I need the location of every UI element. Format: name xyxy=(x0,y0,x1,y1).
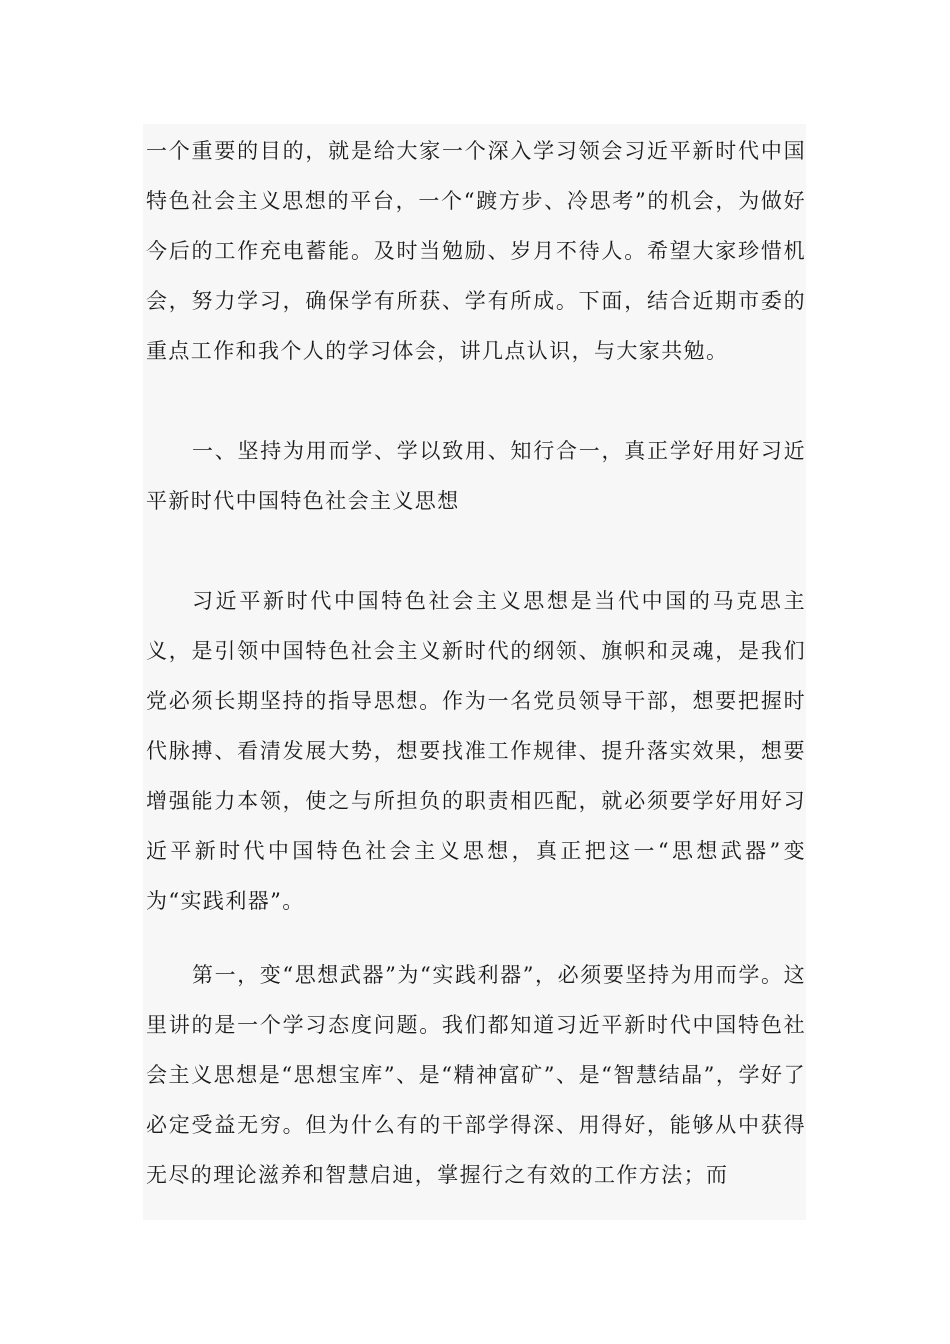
text-block xyxy=(143,124,806,1220)
paragraph-first-point: 第一，变“思想武器”为“实践利器”，必须要坚持为用而学。这里讲的是一个学习态度问题。我们都知道习近平新时代中国特色社会主义思想是“思想宝库”、是“精神富矿”、是“智慧结晶”，学好了必定受益无穷。但为什么有的干部学得深、用得好，能够从中获得无尽的理论滋养和智慧启迪，掌握行之有效的工作方法；而 xyxy=(146,963,806,1187)
paragraph-intro: 一个重要的目的，就是给大家一个深入学习领会习近平新时代中国特色社会主义思想的平台，一个“踱方步、冷思考”的机会，为做好今后的工作充电蓄能。及时当勉励、岁月不待人。希望大家珍惜机会，努力学习，确保学有所获、学有所成。下面，结合近期市委的重点工作和我个人的学习体会，讲几点认识，与大家共勉。 xyxy=(146,139,806,363)
section-heading: 一、坚持为用而学、学以致用、知行合一，真正学好用好习近平新时代中国特色社会主义思想 xyxy=(146,439,806,513)
paragraph-body: 习近平新时代中国特色社会主义思想是当代中国的马克思主义，是引领中国特色社会主义新时代的纲领、旗帜和灵魂，是我们党必须长期坚持的指导思想。作为一名党员领导干部，想要把握时代脉搏、看清发展大势，想要找准工作规律、提升落实效果，想要增强能力本领，使之与所担负的职责相匹配，就必须要学好用好习近平新时代中国特色社会主义思想，真正把这一“思想武器”变为“实践利器”。 xyxy=(146,589,806,913)
